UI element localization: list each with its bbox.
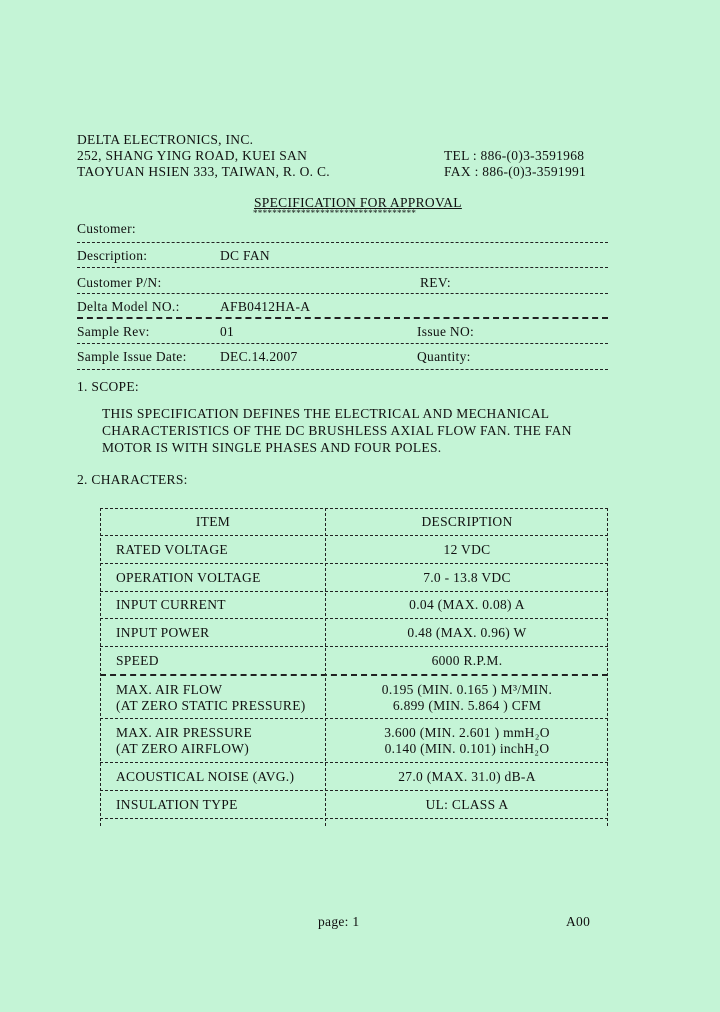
item-cell: MAX. AIR PRESSURE — [116, 725, 253, 740]
issue-no-label: Issue NO: — [417, 324, 475, 339]
item-cell: (AT ZERO AIRFLOW) — [116, 741, 250, 756]
title-stars: ********************************** — [253, 208, 417, 218]
item-cell: INSULATION TYPE — [116, 797, 238, 812]
desc-cell: 3.600 (MIN. 2.601 ) mmH₂O — [384, 725, 550, 740]
desc-cell: 0.04 (MAX. 0.08) A — [409, 597, 525, 612]
scope-line: MOTOR IS WITH SINGLE PHASES AND FOUR POLES. — [102, 440, 442, 455]
divider — [77, 242, 608, 243]
scope-heading: 1. SCOPE: — [77, 379, 139, 394]
table-row-border — [100, 818, 608, 819]
item-cell: ACOUSTICAL NOISE (AVG.) — [116, 769, 295, 784]
quantity-label: Quantity: — [417, 349, 471, 364]
item-cell: SPEED — [116, 653, 159, 668]
desc-cell: 0.48 (MAX. 0.96) W — [407, 625, 527, 640]
col-header-description: DESCRIPTION — [421, 514, 513, 529]
address-line-1: 252, SHANG YING ROAD, KUEI SAN — [77, 148, 308, 163]
description-label: Description: — [77, 248, 148, 263]
scope-line: THIS SPECIFICATION DEFINES THE ELECTRICAL AND MECHANICAL — [102, 406, 550, 421]
item-cell: MAX. AIR FLOW — [116, 682, 223, 697]
description-value: DC FAN — [220, 248, 270, 263]
col-header-item: ITEM — [195, 514, 231, 529]
table-row — [100, 790, 608, 812]
document-revision: A00 — [566, 914, 591, 929]
desc-cell: 7.0 - 13.8 VDC — [423, 570, 511, 585]
item-cell: OPERATION VOLTAGE — [116, 570, 261, 585]
customer-label: Customer: — [77, 221, 136, 236]
divider — [77, 267, 608, 268]
sample-date-value: DEC.14.2007 — [220, 349, 298, 364]
table-row — [100, 718, 608, 756]
divider — [77, 369, 608, 370]
sample-date-label: Sample Issue Date: — [77, 349, 187, 364]
desc-cell: 12 VDC — [443, 542, 491, 557]
item-cell: INPUT CURRENT — [116, 597, 226, 612]
rev-label: REV: — [420, 275, 451, 290]
characters-heading: 2. CHARACTERS: — [77, 472, 188, 487]
model-label: Delta Model NO.: — [77, 299, 180, 314]
table-row — [100, 646, 608, 668]
desc-cell: 0.140 (MIN. 0.101) inchH₂O — [384, 741, 550, 756]
tel-number: TEL : 886-(0)3-3591968 — [444, 148, 585, 163]
desc-cell: 6000 R.P.M. — [431, 653, 503, 668]
table-row — [100, 762, 608, 784]
desc-cell: 6.899 (MIN. 5.864 ) CFM — [392, 698, 542, 713]
table-row — [100, 674, 608, 713]
item-cell: INPUT POWER — [116, 625, 210, 640]
item-cell: (AT ZERO STATIC PRESSURE) — [116, 698, 306, 713]
table-border — [100, 508, 101, 826]
desc-cell: 27.0 (MAX. 31.0) dB-A — [398, 769, 536, 784]
sample-rev-label: Sample Rev: — [77, 324, 150, 339]
sample-rev-value: 01 — [220, 324, 235, 339]
company-name: DELTA ELECTRONICS, INC. — [77, 132, 254, 147]
document-title: SPECIFICATION FOR APPROVAL — [254, 195, 462, 210]
table-row — [100, 591, 608, 612]
table-row — [100, 563, 608, 585]
divider — [77, 343, 608, 344]
divider — [77, 317, 608, 319]
divider — [77, 293, 608, 294]
customer-pn-label: Customer P/N: — [77, 275, 162, 290]
item-cell: RATED VOLTAGE — [116, 542, 228, 557]
scope-line: CHARACTERISTICS OF THE DC BRUSHLESS AXIAL FLOW FAN. THE FAN — [102, 423, 572, 438]
address-line-2: TAOYUAN HSIEN 333, TAIWAN, R. O. C. — [77, 164, 330, 179]
desc-cell: 0.195 (MIN. 0.165 ) M³/MIN. — [381, 682, 553, 697]
table-row — [100, 535, 608, 557]
table-row — [100, 618, 608, 640]
model-value: AFB0412HA-A — [220, 299, 311, 314]
fax-number: FAX : 886-(0)3-3591991 — [444, 164, 587, 179]
table-header-row — [100, 508, 608, 536]
desc-cell: UL: CLASS A — [425, 797, 509, 812]
page-number: page: 1 — [318, 914, 360, 929]
